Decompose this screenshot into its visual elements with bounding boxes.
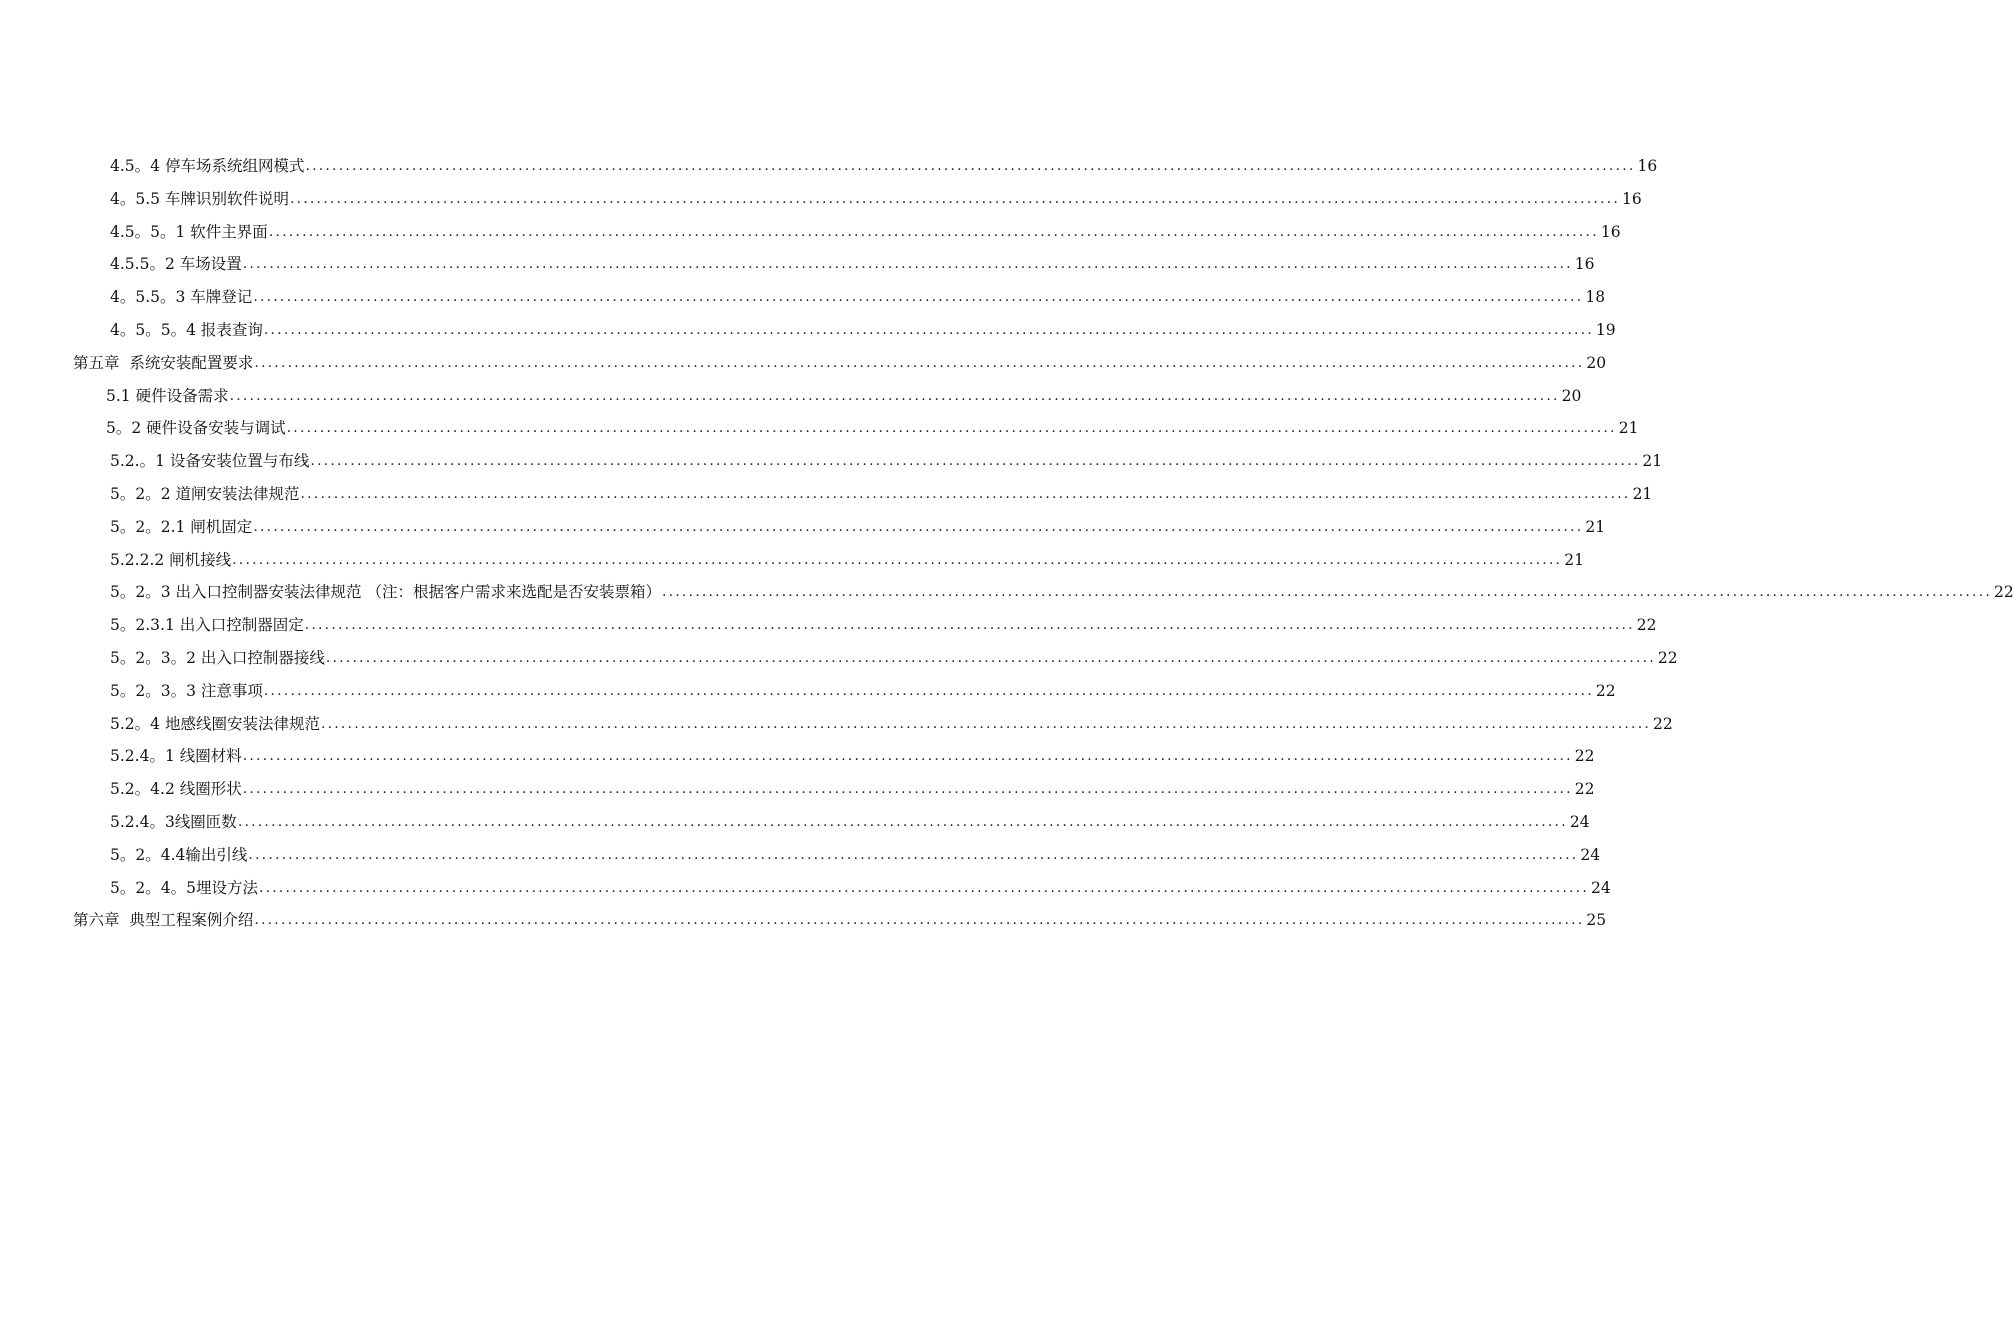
toc-dot-leader: ........................................................................................................................................................................................................ [232, 551, 1563, 568]
toc-entry-page-number: 22 [1657, 649, 1678, 667]
toc-entry-label: 5.2.4。3线圈匝数 [110, 813, 237, 831]
toc-entry-label: 5。2.3.1 出入口控制器固定 [110, 616, 304, 635]
toc-dot-leader: ........................................................................................................................................................................................................ [304, 617, 1635, 634]
toc-entry[interactable] [0, 416, 1639, 440]
toc-entry[interactable] [0, 318, 1616, 342]
toc-dot-leader: ........................................................................................................................................................................................................ [242, 781, 1573, 798]
toc-entry-label: 第五章 系统安装配置要求 [73, 353, 254, 372]
toc-entry-label: 4.5。5。1 软件主界面 [110, 222, 268, 241]
toc-entry-page-number: 24 [1580, 845, 1601, 864]
toc-entry-page-number: 21 [1632, 485, 1653, 503]
toc-dot-leader: ........................................................................................................................................................................................................ [254, 354, 1585, 371]
toc-entry-label: 4.5。4 停车场系统组网模式 [110, 157, 305, 175]
toc-dot-leader: ........................................................................................................................................................................................................ [268, 223, 1599, 240]
toc-dot-leader: ........................................................................................................................................................................................................ [310, 453, 1641, 470]
toc-entry[interactable] [0, 876, 1611, 900]
toc-entry[interactable] [0, 351, 1607, 375]
toc-entry-page-number: 24 [1569, 813, 1590, 831]
toc-entry-page-number: 16 [1600, 222, 1621, 241]
toc-dot-leader: ........................................................................................................................................................................................................ [237, 814, 1568, 830]
toc-entry-label: 5.2.。1 设备安装位置与布线 [110, 452, 310, 471]
toc-dot-leader: ........................................................................................................................................................................................................ [253, 518, 1584, 535]
toc-entry-page-number: 21 [1642, 452, 1663, 471]
toc-entry[interactable] [0, 449, 1663, 473]
toc-entry-page-number: 24 [1591, 878, 1611, 897]
toc-entry-label: 5。2。3。2 出入口控制器接线 [110, 649, 325, 667]
toc-dot-leader: ........................................................................................................................................................................................................ [253, 289, 1584, 306]
toc-entry[interactable] [0, 777, 1595, 801]
toc-entry-page-number: 21 [1564, 550, 1584, 569]
toc-dot-leader: ........................................................................................................................................................................................................ [286, 420, 1617, 437]
toc-entry[interactable] [0, 187, 1642, 211]
toc-entry-label: 5.2.4。1 线圈材料 [110, 747, 242, 766]
toc-entry-page-number: 21 [1585, 517, 1606, 536]
toc-entry[interactable] [0, 810, 1590, 834]
toc-entry-label: 5。2。4。5埋设方法 [110, 878, 258, 897]
toc-dot-leader: ........................................................................................................................................................................................................ [289, 190, 1620, 207]
toc-entry-page-number: 16 [1637, 157, 1658, 175]
toc-entry-page-number: 22 [1595, 681, 1616, 700]
toc-entry[interactable] [0, 154, 1658, 178]
toc-dot-leader: ........................................................................................................................................................................................................ [300, 486, 1631, 502]
toc-entry-page-number: 19 [1595, 321, 1616, 339]
toc-entry-page-number: 22 [1574, 747, 1595, 766]
toc-entry-label: 5。2。2 道闸安装法律规范 [110, 485, 300, 503]
toc-dot-leader: ........................................................................................................................................................................................................ [325, 650, 1656, 666]
toc-dot-leader: ........................................................................................................................................................................................................ [263, 322, 1594, 338]
toc-entry[interactable] [0, 646, 1678, 670]
toc-entry[interactable] [0, 548, 1584, 572]
toc-entry-page-number: 21 [1618, 419, 1639, 438]
toc-entry-page-number: 22 [1636, 616, 1657, 635]
toc-entry-page-number: 22 [1994, 583, 2014, 602]
toc-dot-leader: ........................................................................................................................................................................................................ [263, 682, 1594, 699]
toc-entry[interactable] [0, 580, 2014, 604]
toc-entry[interactable] [0, 908, 1607, 932]
toc-dot-leader: ........................................................................................................................................................................................................ [229, 387, 1560, 404]
toc-entry[interactable] [0, 679, 1616, 703]
toc-entry-page-number: 20 [1561, 386, 1582, 405]
toc-entry-label: 4。5.5 车牌识别软件说明 [110, 189, 289, 208]
toc-entry-page-number: 22 [1574, 780, 1595, 799]
toc-dot-leader: ........................................................................................................................................................................................................ [320, 715, 1651, 732]
toc-entry[interactable] [0, 515, 1606, 539]
toc-dot-leader: ........................................................................................................................................................................................................ [242, 748, 1573, 765]
toc-entry-label: 5。2。3。3 注意事项 [110, 681, 263, 700]
toc-entry[interactable] [0, 252, 1595, 276]
toc-entry[interactable] [0, 482, 1653, 506]
toc-entry-label: 5。2。2.1 闸机固定 [110, 517, 253, 536]
toc-entry[interactable] [0, 843, 1601, 867]
toc-entry[interactable] [0, 220, 1621, 244]
toc-entry-label: 5。2。3 出入口控制器安装法律规范 （注：根据客户需求来选配是否安装票箱） [110, 583, 661, 602]
toc-entry-label: 4。5.5。3 车牌登记 [110, 288, 253, 307]
toc-entry-page-number: 22 [1653, 714, 1673, 733]
toc-entry[interactable] [0, 613, 1657, 637]
toc-entry-label: 5.1 硬件设备需求 [106, 386, 229, 405]
toc-entry-page-number: 25 [1586, 911, 1607, 930]
toc-entry[interactable] [0, 744, 1595, 768]
toc-entry[interactable] [0, 285, 1606, 309]
toc-entry-label: 4。5。5。4 报表查询 [110, 321, 263, 339]
toc-entry-page-number: 18 [1585, 288, 1606, 307]
toc-dot-leader: ........................................................................................................................................................................................................ [305, 158, 1636, 174]
toc-dot-leader: ........................................................................................................................................................................................................ [248, 846, 1579, 863]
toc-entry-page-number: 16 [1574, 255, 1595, 274]
toc-entry[interactable] [0, 712, 1673, 736]
toc-entry-label: 4.5.5。2 车场设置 [110, 255, 242, 274]
toc-dot-leader: ........................................................................................................................................................................................................ [661, 584, 1992, 601]
toc-entry-page-number: 20 [1586, 353, 1607, 372]
toc-dot-leader: ........................................................................................................................................................................................................ [258, 879, 1589, 896]
toc-entry-label: 5.2。4.2 线圈形状 [110, 780, 242, 799]
toc-entry-label: 第六章 典型工程案例介绍 [73, 911, 254, 930]
toc-entry[interactable] [0, 384, 1582, 408]
toc-entry-label: 5。2。4.4输出引线 [110, 845, 248, 864]
toc-entry-label: 5。2 硬件设备安装与调试 [106, 419, 286, 438]
toc-entry-label: 5.2.2.2 闸机接线 [110, 550, 232, 569]
toc-entry-page-number: 16 [1622, 189, 1642, 208]
toc-dot-leader: ........................................................................................................................................................................................................ [242, 256, 1573, 273]
toc-dot-leader: ........................................................................................................................................................................................................ [254, 912, 1585, 929]
toc-entry-label: 5.2。4 地感线圈安装法律规范 [110, 714, 320, 733]
